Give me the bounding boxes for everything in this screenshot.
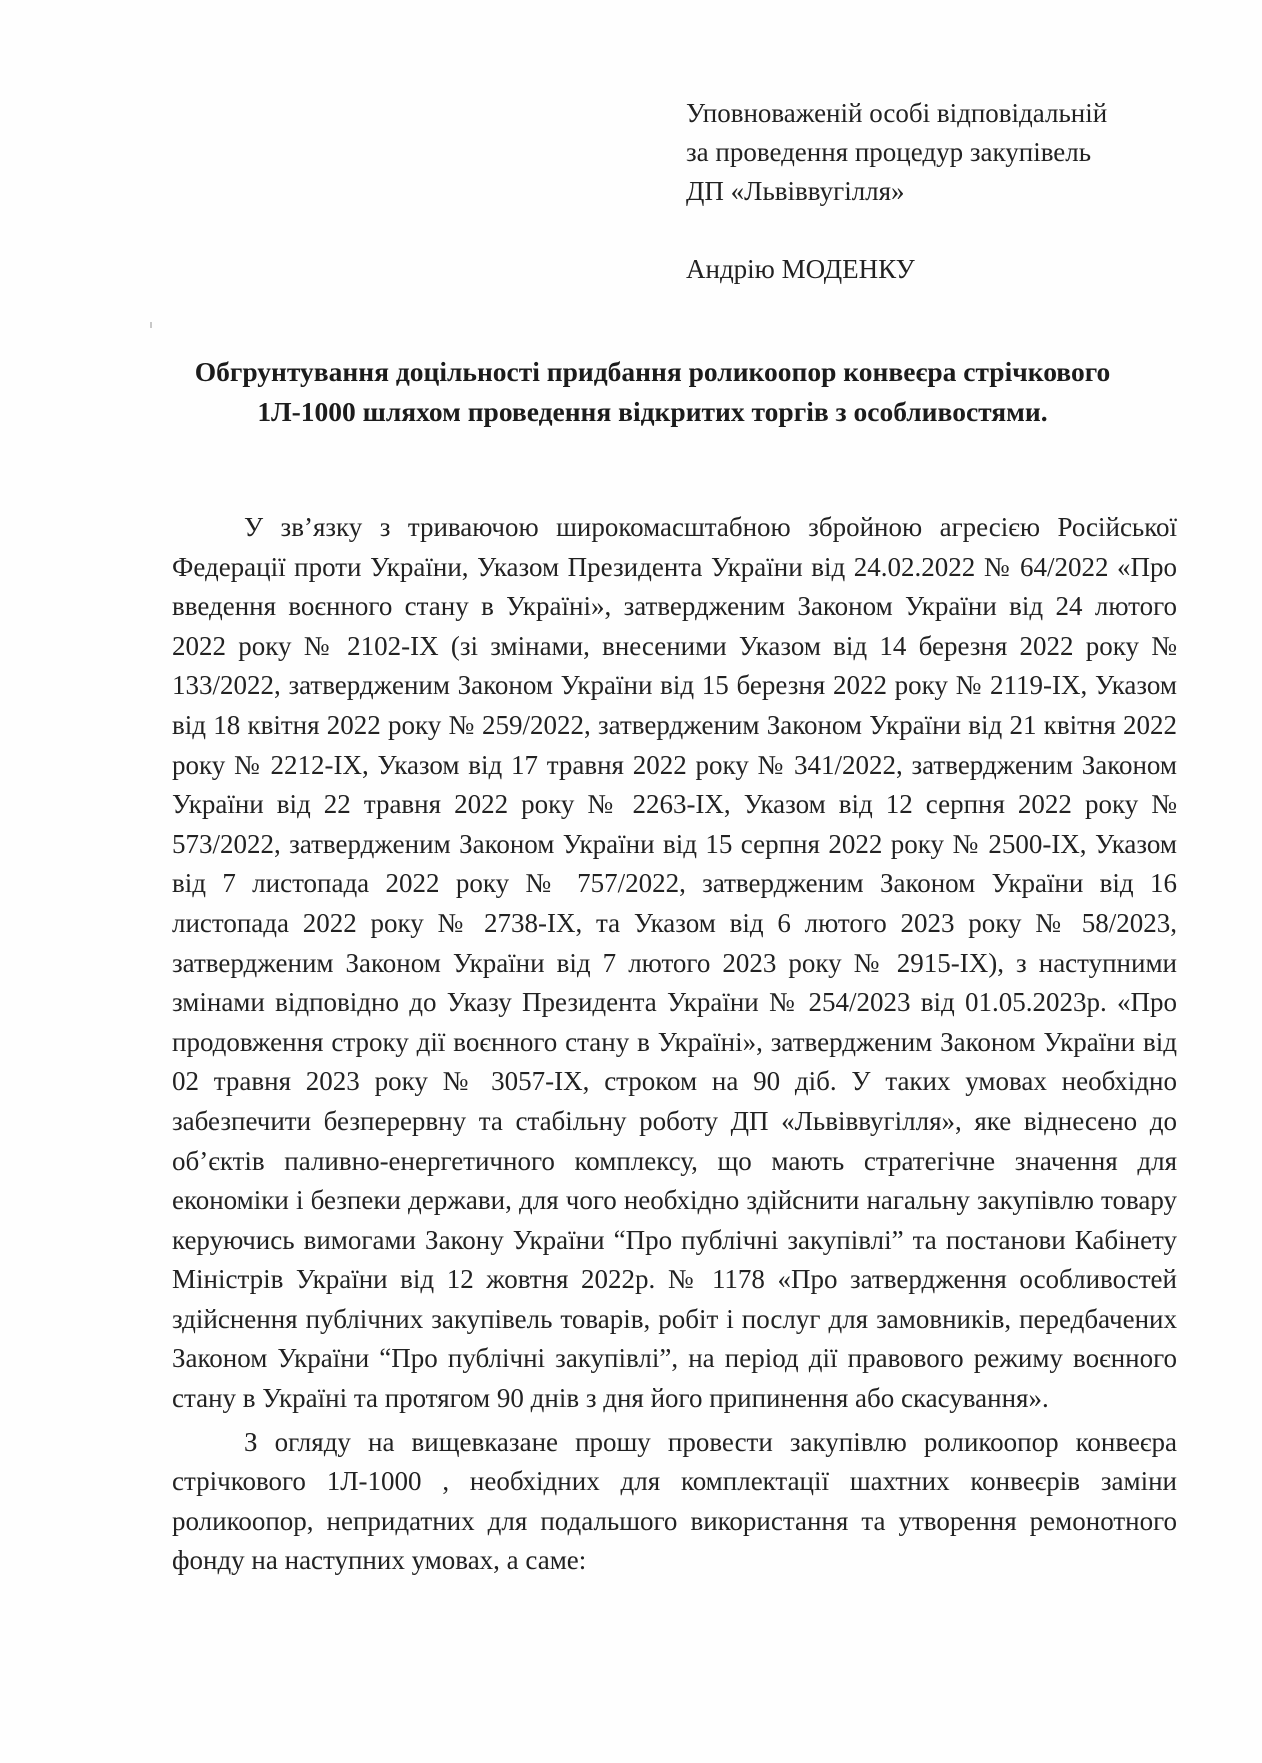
addressee-line-1: Уповноваженій особі відповідальній xyxy=(686,98,1108,128)
title-line-1: Обгрунтування доцільності придбання роликоопор конвеєра стрічкового xyxy=(194,356,1111,387)
document-title xyxy=(120,352,1185,432)
title-line-2: 1Л-1000 шляхом проведення відкритих торгів з особливостями. xyxy=(257,396,1048,427)
addressee-block xyxy=(686,94,1107,289)
addressee-line-3: ДП «Львіввугілля» xyxy=(686,176,905,206)
document-body xyxy=(172,508,1177,1581)
body-paragraph-1: У зв’язку з триваючою широкомасштабною збройною агресією Російської Федерації проти України, Указом Президента України від 24.02.2022 № 64/2022 «Про введення воєнного стану в Україні», затвердженим Законом України від 24 лютого 2022 року № 2102-IX (зі змінами, внесеними Указом від 14 березня 2022 року № 133/2022, затвердженим Законом України від 15 березня 2022 року № 2119-IX, Указом від 18 квітня 2022 року № 259/2022, затвердженим Законом України від 21 квітня 2022 року № 2212-IX, Указом від 17 травня 2022 року № 341/2022, затвердженим Законом України від 22 травня 2022 року № 2263-IX, Указом від 12 серпня 2022 року № 573/2022, затвердженим Законом України від 15 серпня 2022 року № 2500-IX, Указом від 7 листопада 2022 року № 757/2022, затвердженим Законом України від 16 листопада 2022 року № 2738-IX, та Указом від 6 лютого 2023 року № 58/2023, затвердженим Законом України від 7 лютого 2023 року № 2915-IX), з наступними змінами відповідно до Указу Президента України № 254/2023 від 01.05.2023р. «Про продовження строку дії воєнного стану в Україні», затвердженим Законом України від 02 травня 2023 року № 3057-IX, строком на 90 діб. У таких умовах необхідно забезпечити безперервну та стабільну роботу ДП «Львіввугілля», яке віднесено до об’єктів паливно-енергетичного комплексу, що мають стратегічне значення для економіки і безпеки держави, для чого необхідно здійснити нагальну закупівлю товару керуючись вимогами Закону України “Про публічні закупівлі” та постанови Кабінету Міністрів України від 12 жовтня 2022р. № 1178 «Про затвердження особливостей здійснення публічних закупівель товарів, робіт і послуг для замовників, передбачених Законом України “Про публічні закупівлі”, на період дії правового режиму воєнного стану в Україні та протягом 90 днів з дня його припинення або скасування». xyxy=(172,512,1177,1414)
body-paragraph-2: З огляду на вищевказане прошу провести закупівлю роликоопор конвеєра стрічкового 1Л-1000 , необхідних для комплектації шахтних конвеєрів заміни роликоопор, непридатних для подальшого використання та утворення ремонотного фонду на наступних умовах, а саме: xyxy=(172,1426,1177,1576)
scan-artifact xyxy=(150,322,152,328)
addressee-name: Андрію МОДЕНКУ xyxy=(686,254,915,284)
addressee-line-2: за проведення процедур закупівель xyxy=(686,137,1092,167)
